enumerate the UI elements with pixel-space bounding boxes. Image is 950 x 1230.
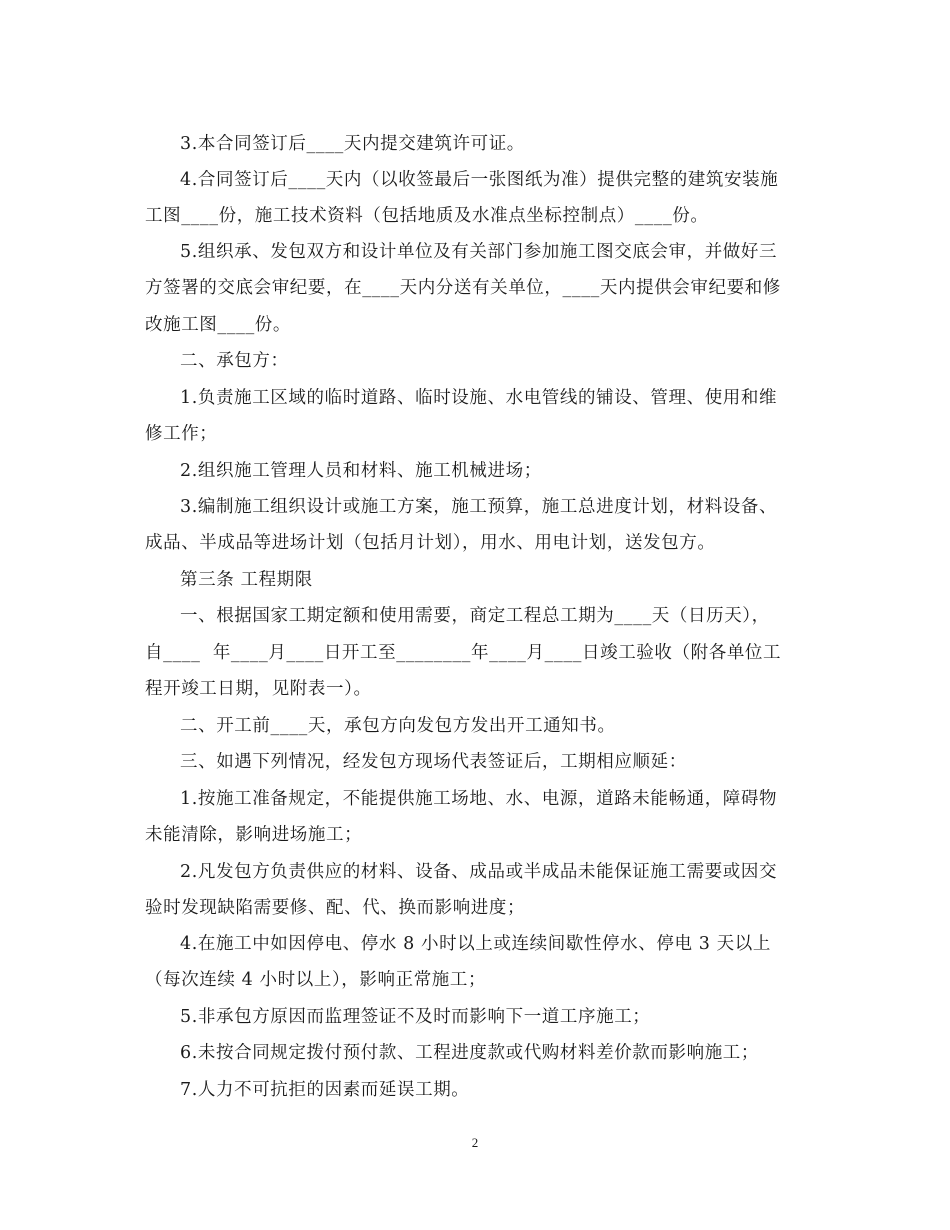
paragraph-line: 4.在施工中如因停电、停水 8 小时以上或连续间歇性停水、停电 3 天以上 — [180, 934, 771, 954]
page-number: 2 — [471, 1135, 479, 1150]
paragraph-line: 3.本合同签订后____天内提交建筑许可证。 — [180, 134, 525, 154]
paragraph-line: 验时发现缺陷需要修、配、代、换而影响进度； — [145, 898, 526, 918]
article-heading: 第三条 工程期限 — [180, 570, 313, 590]
paragraph-line: 自____ 年____月____日开工至________年____月____日竣工验收（附各单位工 — [145, 643, 782, 663]
paragraph-line: 1.按施工准备规定，不能提供施工场地、水、电源，道路未能畅通，障碍物 — [180, 789, 778, 809]
paragraph-line: 改施工图____份。 — [145, 315, 291, 335]
paragraph-line: 未能清除，影响进场施工； — [145, 825, 363, 845]
paragraph-line: 二、开工前____天，承包方向发包方发出开工通知书。 — [180, 716, 616, 736]
paragraph-line: 3.编制施工组织设计或施工方案，施工预算，施工总进度计划，材料设备、 — [180, 497, 778, 517]
paragraph-line: （每次连续 4 小时以上），影响正常施工； — [145, 970, 487, 990]
paragraph-line: 6.未按合同规定拨付预付款、工程进度款或代购材料差价款而影响施工； — [180, 1043, 759, 1063]
paragraph-line: 5.非承包方原因而监理签证不及时而影响下一道工序施工； — [180, 1007, 651, 1027]
paragraph-line: 一、根据国家工期定额和使用需要，商定工程总工期为____天（日历天）， — [180, 606, 770, 626]
paragraph-line: 5.组织承、发包双方和设计单位及有关部门参加施工图交底会审，并做好三 — [180, 242, 778, 262]
paragraph-line: 2.组织施工管理人员和材料、施工机械进场； — [180, 461, 542, 481]
section-heading: 二、承包方： — [180, 351, 289, 371]
paragraph-line: 工图____份，施工技术资料（包括地质及水准点坐标控制点）____份。 — [145, 206, 709, 226]
paragraph-line: 成品、半成品等进场计划（包括月计划），用水、用电计划，送发包方。 — [145, 533, 716, 553]
paragraph-line: 程开竣工日期，见附表一）。 — [145, 679, 372, 699]
paragraph-line: 1.负责施工区域的临时道路、临时设施、水电管线的铺设、管理、使用和维 — [180, 388, 778, 408]
paragraph-line: 7.人力不可抗拒的因素而延误工期。 — [180, 1080, 470, 1100]
paragraph-line: 方签署的交底会审纪要，在____天内分送有关单位，____天内提供会审纪要和修 — [145, 278, 781, 298]
paragraph-line: 4.合同签订后____天内（以收签最后一张图纸为准）提供完整的建筑安装施 — [180, 170, 779, 190]
paragraph-line: 修工作； — [145, 424, 218, 444]
paragraph-line: 2.凡发包方负责供应的材料、设备、成品或半成品未能保证施工需要或因交 — [180, 862, 778, 882]
paragraph-line: 三、如遇下列情况，经发包方现场代表签证后，工期相应顺延： — [180, 752, 687, 772]
